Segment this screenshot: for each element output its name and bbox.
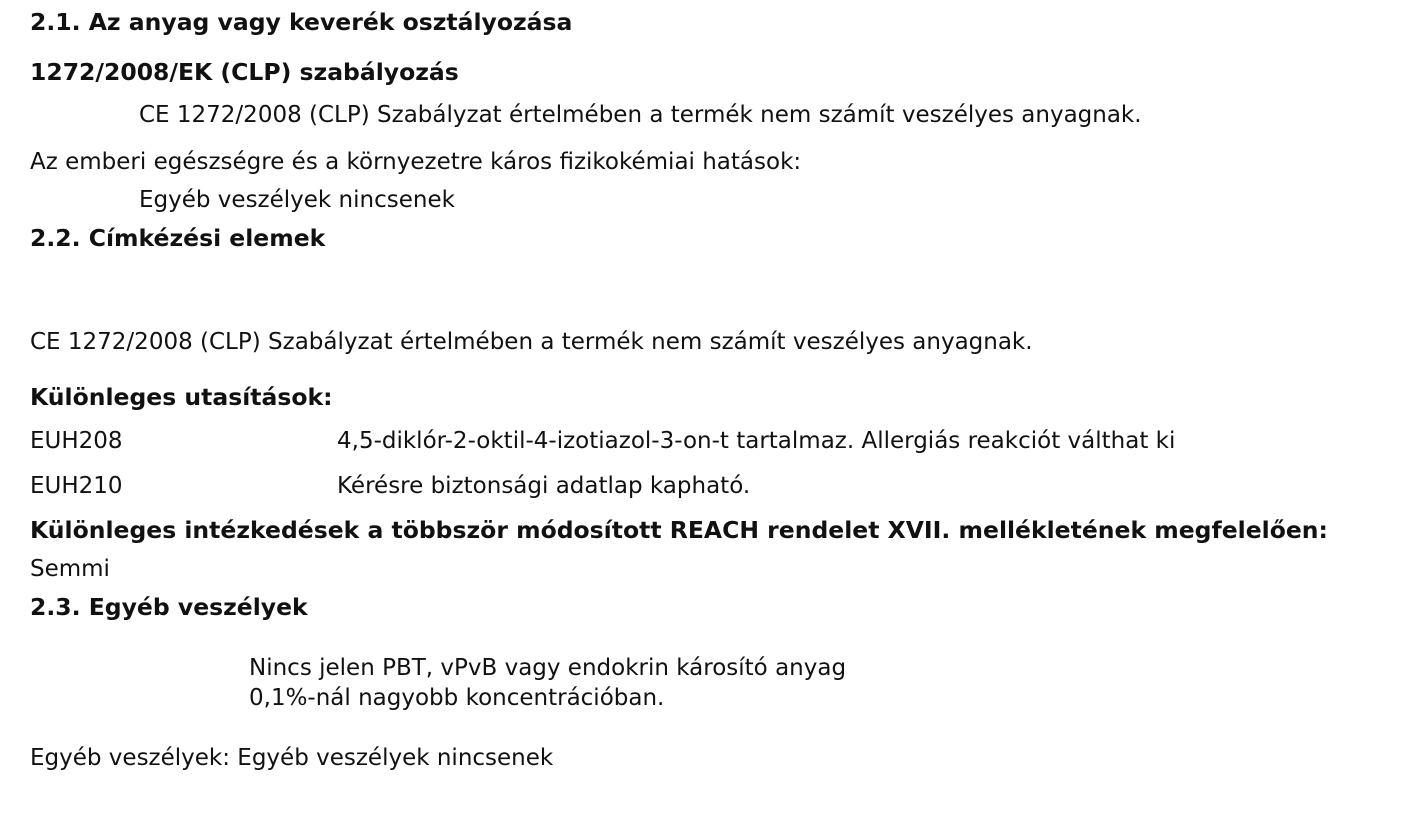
reach-value: Semmi [30, 556, 110, 582]
effects-label: Az emberi egészségre és a környezetre káros fizikokémiai hatások: [30, 149, 802, 175]
clp-regulation-subheading: 1272/2008/EK (CLP) szabályozás [30, 58, 459, 86]
other-hazards: Egyéb veszélyek: Egyéb veszélyek nincsenek [30, 745, 554, 771]
pbt-statement-line-2: 0,1%-nál nagyobb koncentrációban. [249, 685, 665, 711]
clp-statement-2-1: CE 1272/2008 (CLP) Szabályzat értelmében a termék nem számít veszélyes anyagnak. [139, 102, 1142, 128]
effects-value: Egyéb veszélyek nincsenek [139, 187, 455, 213]
special-instructions-heading: Különleges utasítások: [30, 383, 333, 411]
reach-heading: Különleges intézkedések a többször módosított REACH rendelet XVII. mellékletének megfelelően: [30, 516, 1328, 544]
section-2-2-heading: 2.2. Címkézési elemek [30, 224, 326, 252]
clp-statement-2-2: CE 1272/2008 (CLP) Szabályzat értelmében a termék nem számít veszélyes anyagnak. [30, 329, 1033, 355]
section-2-1-heading: 2.1. Az anyag vagy keverék osztályozása [30, 8, 573, 36]
pbt-statement-line-1: Nincs jelen PBT, vPvB vagy endokrin károsító anyag [249, 655, 847, 681]
statement-text: Kérésre biztonsági adatlap kapható. [337, 473, 751, 499]
statement-text: 4,5-diklór-2-oktil-4-izotiazol-3-on-t tartalmaz. Allergiás reakciót válthat ki [337, 428, 1176, 454]
statement-code: EUH208 [30, 428, 123, 454]
section-2-3-heading: 2.3. Egyéb veszélyek [30, 593, 308, 621]
statement-code: EUH210 [30, 473, 123, 499]
